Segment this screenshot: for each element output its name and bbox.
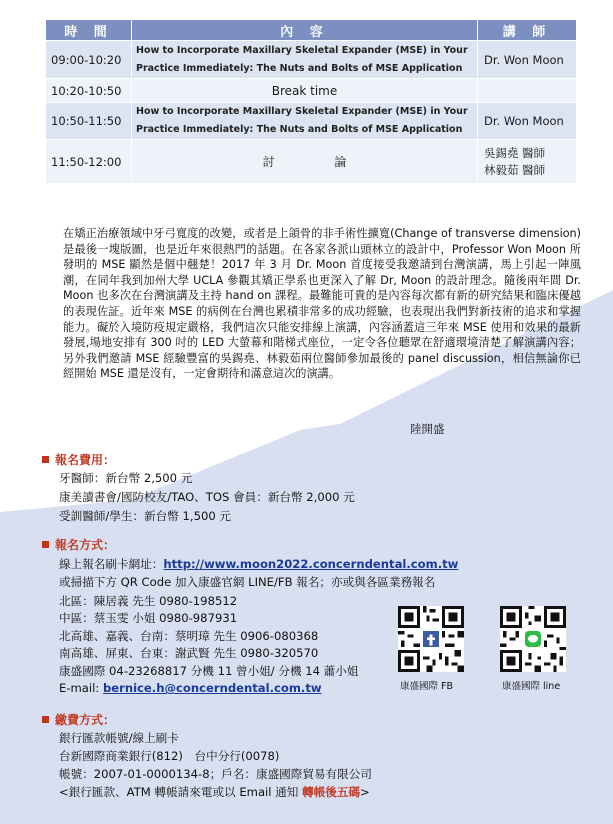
square-bullet-icon bbox=[42, 456, 49, 463]
schedule-table bbox=[45, 19, 577, 184]
session-topic: 討 論 bbox=[132, 140, 478, 184]
schedule-row bbox=[46, 41, 577, 79]
session-time: 10:20-10:50 bbox=[46, 79, 132, 103]
session-speakers bbox=[478, 140, 577, 184]
contact-line: 北區：陳居義 先生 0980-198512 bbox=[59, 594, 238, 608]
fee-line: 牙醫師：新台幣 2,500 元 bbox=[59, 471, 193, 485]
facebook-qr-code[interactable] bbox=[398, 606, 464, 672]
schedule-header-row bbox=[46, 20, 577, 41]
session-topic: How to Incorporate Maxillary Skeletal Expander (MSE) in Your Practice Immediately: The Nuts and Bolts of MSE Application bbox=[132, 103, 478, 140]
fee-line: 康美讀書會/國防校友/TAO、TOS 會員：新台幣 2,000 元 bbox=[59, 490, 355, 504]
email-link[interactable]: bernice.h@concerndental.com.tw bbox=[102, 681, 322, 695]
fee-line: 受訓醫師/學生：新台幣 1,500 元 bbox=[59, 509, 231, 523]
header-content: 內 容 bbox=[132, 20, 478, 41]
schedule-row bbox=[46, 79, 577, 103]
facebook-qr-label: 康盛國際 FB bbox=[400, 681, 454, 692]
payment-line: 台新國際商業銀行(812) 台中分行(0078) bbox=[59, 749, 280, 763]
session-time: 09:00-10:20 bbox=[46, 41, 132, 79]
session-time: 11:50-12:00 bbox=[46, 140, 132, 184]
author-signature: 陸開盛 bbox=[410, 422, 445, 436]
square-bullet-icon bbox=[42, 716, 49, 723]
session-topic: How to Incorporate Maxillary Skeletal Expander (MSE) in Your Practice Immediately: The Nuts and Bolts of MSE Application bbox=[132, 41, 478, 79]
fees-title: 報名費用： bbox=[42, 451, 115, 468]
line-qr-label: 康盛國際 line bbox=[502, 681, 561, 692]
header-time: 時 間 bbox=[46, 20, 132, 41]
session-speaker bbox=[478, 79, 577, 103]
line-qr-code[interactable] bbox=[500, 606, 566, 672]
contact-line: 北高雄、嘉義、台南：蔡明璋 先生 0906-080368 bbox=[59, 629, 319, 643]
registration-title: 報名方式： bbox=[42, 536, 115, 553]
session-topic: Break time bbox=[132, 79, 478, 103]
payment-line: 帳號：2007-01-0000134-8；戶名：康盛國際貿易有限公司 bbox=[59, 767, 372, 781]
speaker-name: 林毅茹 醫師 bbox=[484, 162, 546, 177]
session-time: 10:50-11:50 bbox=[46, 103, 132, 140]
transfer-digits-note: 轉帳後五碼 bbox=[302, 785, 361, 799]
intro-paragraph: 在矯正治療領域中牙弓寬度的改變，或者是上頜骨的非手術性擴寬(Change of transverse dimension)是最後一塊版圖，也是近年來很熱門的話題。在各家各派山頭林立的設計中，Professor Won Moon 所發明的 MSE 顯然是個中翹楚！2017 年 3 月 Dr. Moon 首度接受我邀請到台灣演講，馬上引起一陣風潮，在同年我到加州大學 UCLA 參觀其矯正學系也更深入了解 Dr, Moon 的設計理念。隨後兩年間 Dr. Moon 也多次在台灣演講及主持 hand on 課程。最難能可貴的是內容每次都有新的研究結果和臨床優越的表現佐証。近年來 MSE 的病例在台灣也累積非常多的成功經驗，也表現出我們對新技術的追求和掌握能力。礙於入境防疫規定嚴格，我們這次只能安排線上演講，內容涵蓋這三年來 MSE 使用和效果的最新發展,場地安排有 300 吋的 LED 大螢幕和階梯式座位，一定令各位聽眾在舒適環境清楚了解演講內容；另外我們邀請 MSE 經驗豐富的吳錫堯、林毅茹兩位醫師參加最後的 panel discussion，相信無論你已經開始 MSE 還是沒有，一定會期待和滿意這次的演講。 bbox=[63, 227, 581, 381]
payment-line: 銀行匯款帳號/線上刷卡 bbox=[59, 731, 179, 745]
session-speaker: Dr. Won Moon bbox=[478, 103, 577, 140]
payment-notice: <銀行匯款、ATM 轉帳請來電或以 Email 通知 轉帳後五碼> bbox=[59, 785, 370, 799]
square-bullet-icon bbox=[42, 541, 49, 548]
schedule-row bbox=[46, 103, 577, 140]
registration-url-link[interactable]: http://www.moon2022.concerndental.com.tw bbox=[163, 557, 459, 571]
contact-line: 南高雄、屏東、台東：謝武賢 先生 0980-320570 bbox=[59, 646, 319, 660]
payment-title: 繳費方式： bbox=[42, 711, 115, 728]
email-line: E-mail: bernice.h@concerndental.com.tw bbox=[59, 681, 322, 695]
contact-line: 中區：蔡玉雯 小姐 0980-987931 bbox=[59, 611, 238, 625]
schedule-row bbox=[46, 140, 577, 184]
session-speaker: Dr. Won Moon bbox=[478, 41, 577, 79]
speaker-name: 吳錫堯 醫師 bbox=[484, 145, 546, 160]
qr-instruction-line: 或掃描下方 QR Code 加入康盛官網 LINE/FB 報名；亦或與各區業務報名 bbox=[59, 575, 436, 589]
online-registration-line: 線上報名刷卡網址：http://www.moon2022.concerndental.com.tw bbox=[59, 557, 459, 571]
header-speaker: 講 師 bbox=[478, 20, 577, 41]
contact-line: 康盛國際 04-23268817 分機 11 曾小姐/ 分機 14 蕭小姐 bbox=[59, 664, 359, 678]
